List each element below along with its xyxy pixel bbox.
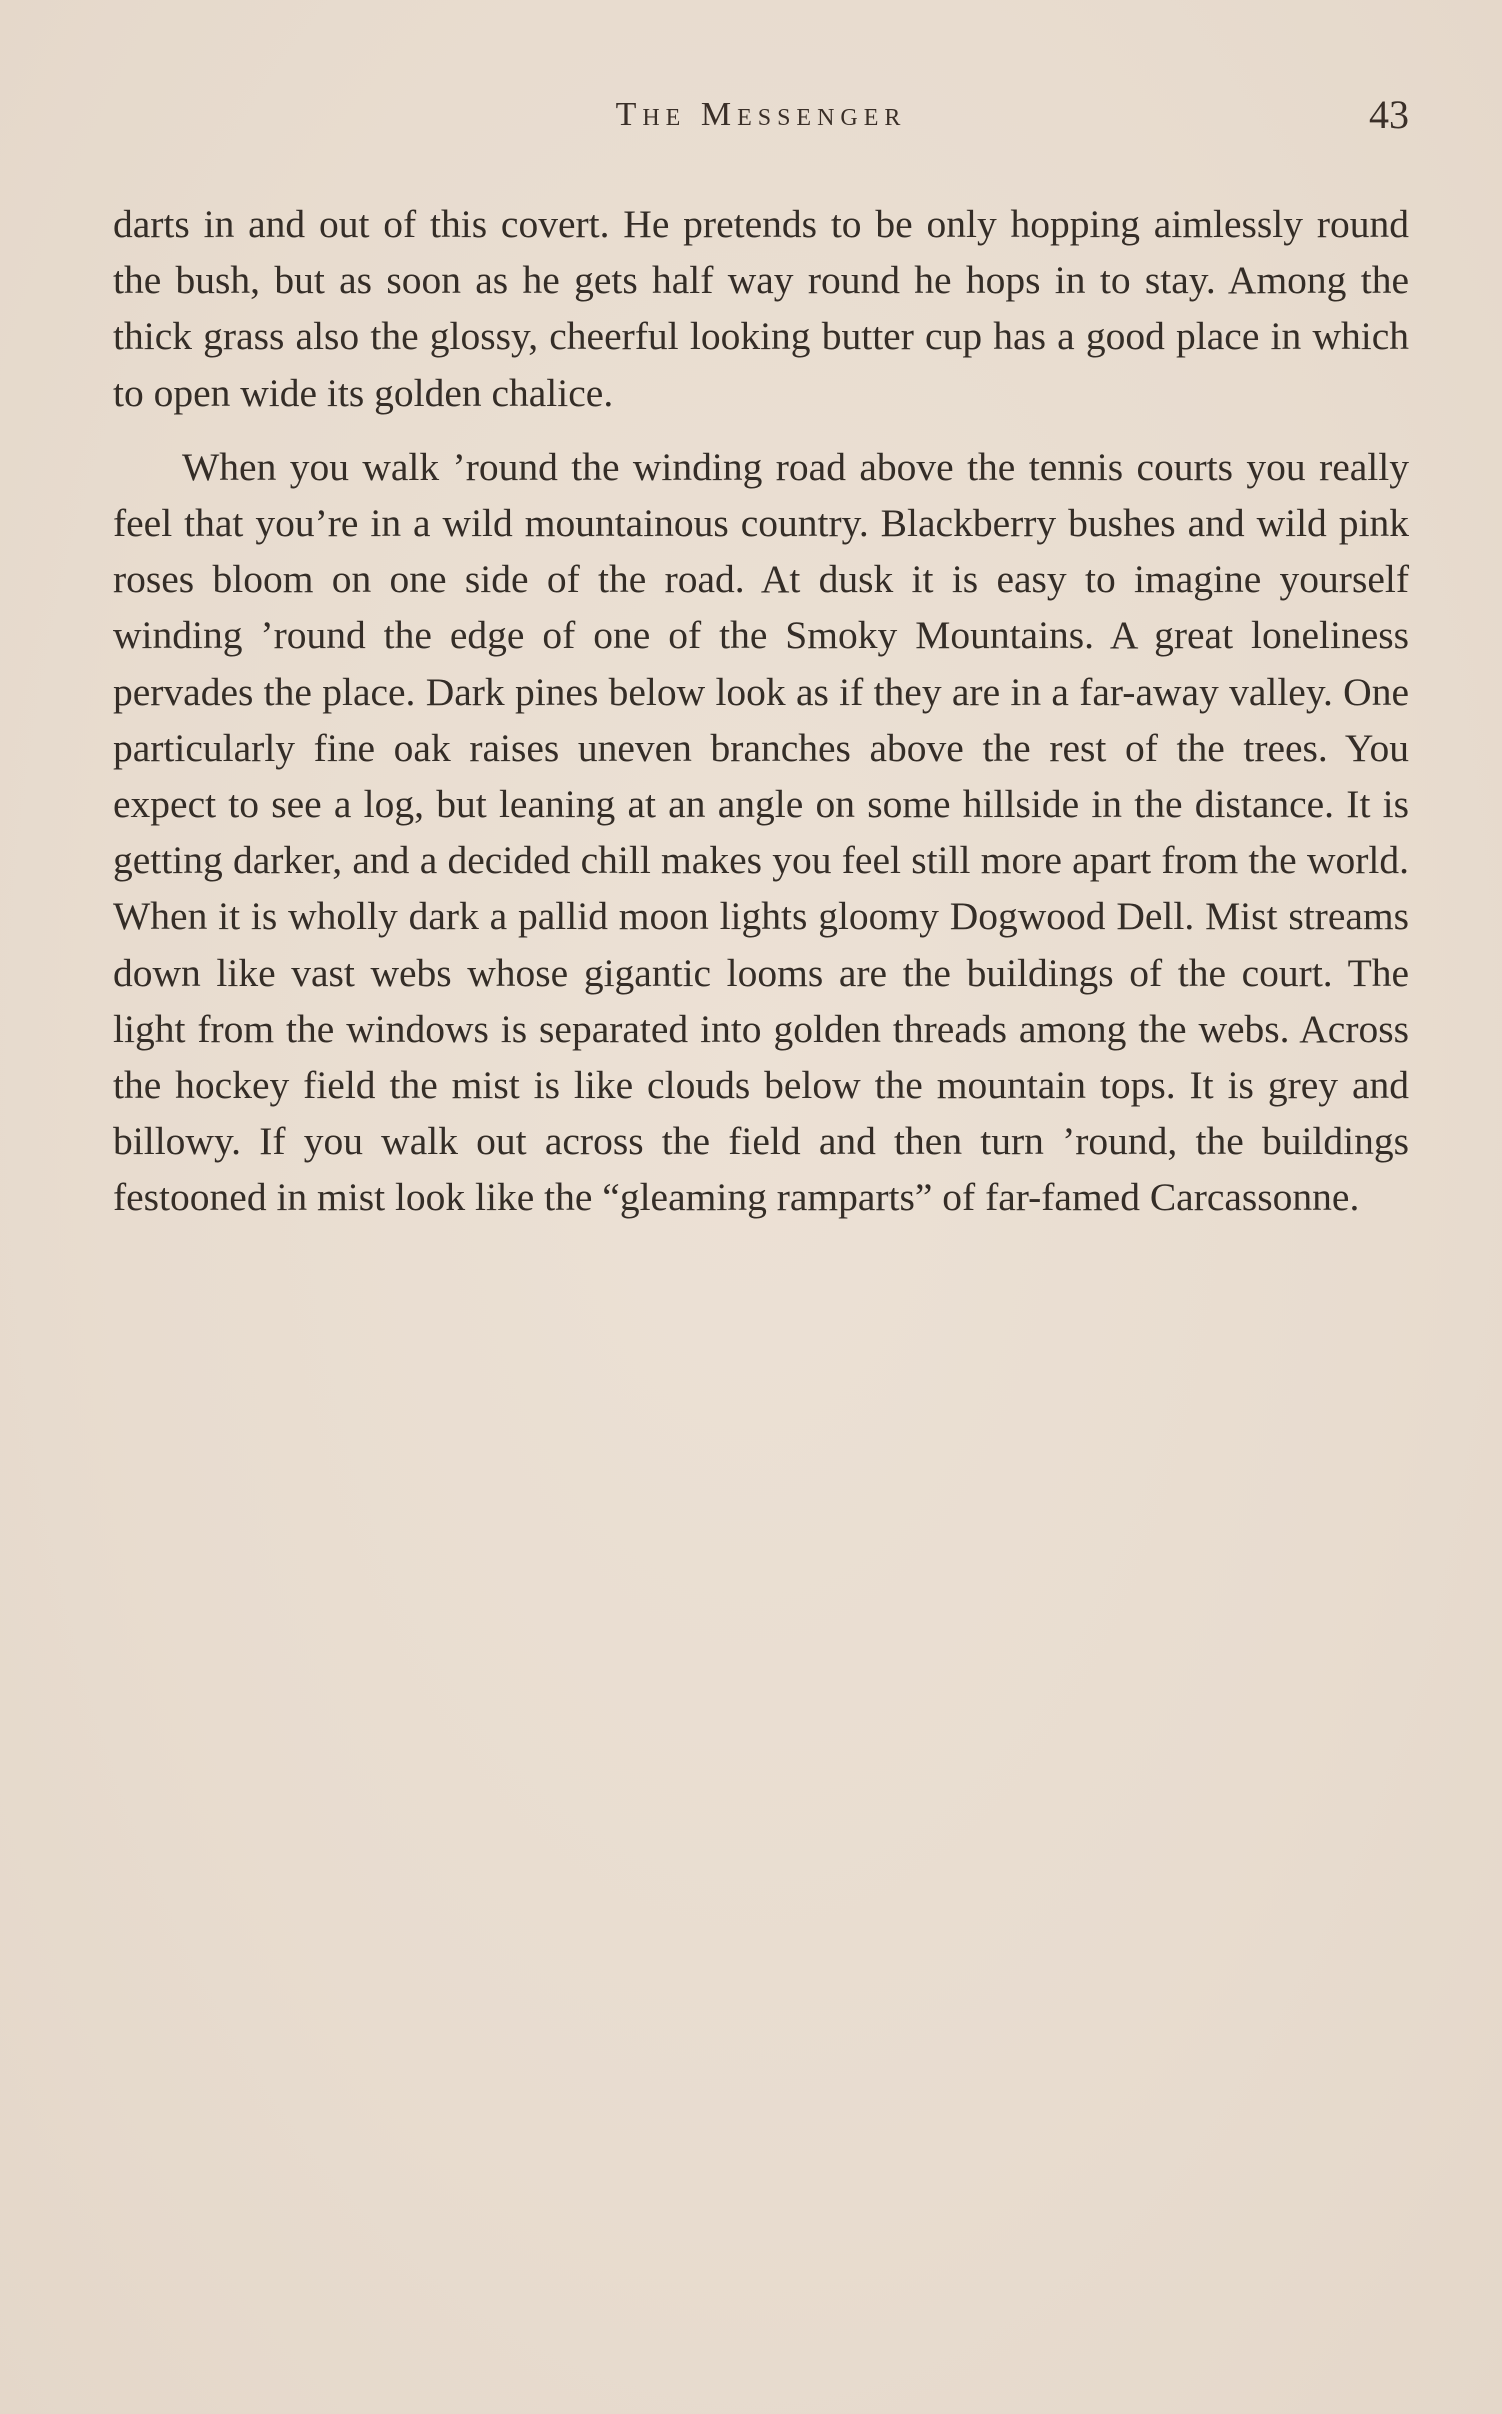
running-head-title: The Messenger — [615, 96, 907, 133]
paragraph: When you walk ’round the winding road above the tennis courts you really feel that you’re in a wild mountainous country. Blackberry bushes and wild pink roses bloom on one side of the road. At dusk it is easy to imagine yourself winding ’round the edge of one of the Smoky Mountains. A great loneliness pervades the place. Dark pines below look as if they are in a far-away valley. One particularly fine oak raises uneven branches above the rest of the trees. You expect to see a log, but leaning at an angle on some hillside in the distance. It is getting darker, and a decided chill makes you feel still more apart from the world. When it is wholly dark a pallid moon lights gloomy Dogwood Dell. Mist streams down like vast webs whose gigantic looms are the buildings of the court. The light from the windows is separated into golden threads among the webs. Across the hockey field the mist is like clouds below the mountain tops. It is grey and billowy. If you walk out across the field and then turn ’round, the buildings festooned in mist look like the “gleaming ramparts” of far-famed Carcassonne. — [113, 444, 1409, 1220]
paragraph-continued: darts in and out of this covert. He pretends to be only hopping aimlessly round the bush, but as soon as he gets half way round he hops in to stay. Among the thick grass also the glossy, cheerful looking butter cup has a good place in which to open wide its golden chalice. — [113, 202, 1409, 415]
page-number: 43 — [1369, 92, 1409, 137]
running-head — [113, 88, 1409, 142]
body-text — [113, 196, 1409, 1226]
